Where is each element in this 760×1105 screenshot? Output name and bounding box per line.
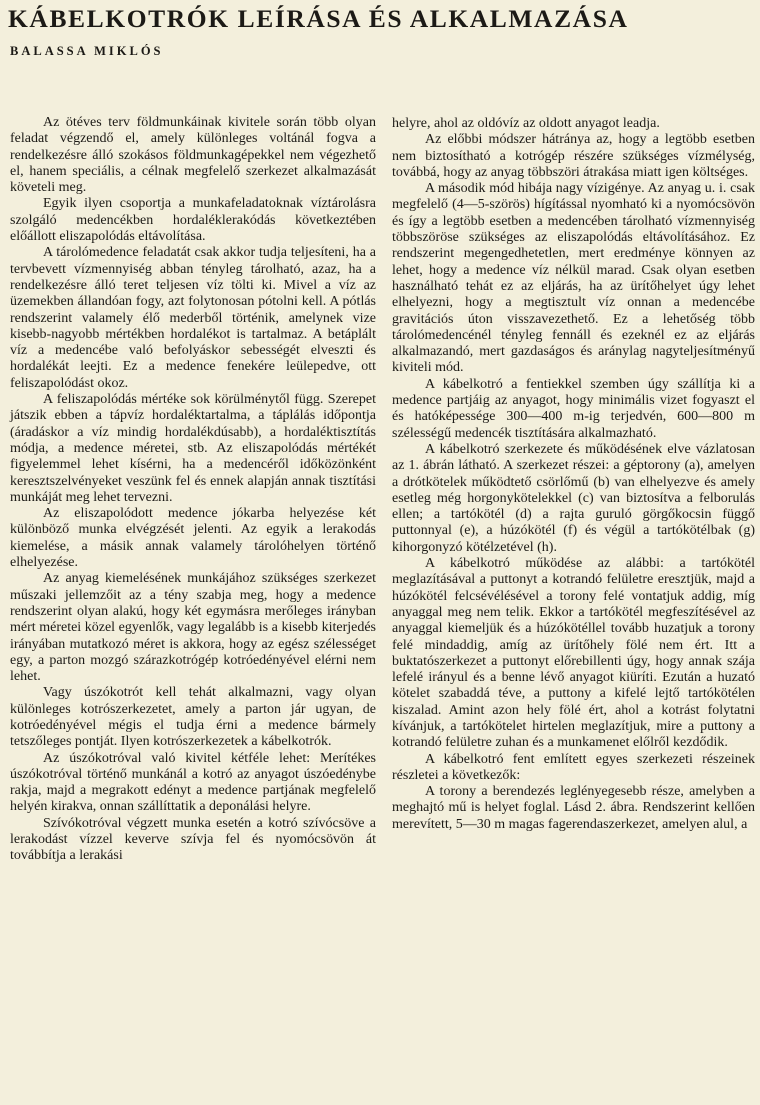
paragraph: A kábelkotró működése az alábbi: a tartókötél meglazításával a puttonyt a kotrandó felületre eresztjük, majd a húzókötél felcsévélésével a torony felé vontatjuk addig, míg anyaggal meg nem telik. Ekkor a tartókötél megfeszítésével az anyaggal kiemeljük és a húzókötéllel tovább huzatjuk a torony felé mindaddig, amíg az ürítőhely fölé nem ért. Itt a buktatószerkezet a puttonyt előrebillenti úgy, hogy annak szája lefelé irányul és a benne lévő anyagot kiüríti. Ezután a huzató kötelet szabaddá téve, a puttony a kifelé lejtő tartókötélen kiszalad. Amint azon hely fölé ért, ahol a kotrást folytatni kívánjuk, a tartókötelet hirtelen meglazítjuk, mire a puttony a kotrandó felületre zuhan és a munkamenet előlről kezdődik. bbox=[392, 556, 755, 751]
paragraph: Az ötéves terv földmunkáinak kivitele során több olyan feladat végzendő el, amely különleges voltánál fogva a rendelkezésre álló szokásos földmunkagépekkel nem végezhető el, hanem speciális, a célnak megfelelő szerkezet alkalmazását követeli meg. bbox=[10, 115, 376, 196]
paragraph: Az úszókotróval való kivitel kétféle lehet: Merítékes úszókotróval történő munkánál a kotró az anyagot úszóedénybe rakja, majd a megrakott edényt a medence partjának megfelelő helyén kirakva, onnan szállíttatik a deponálási helyre. bbox=[10, 750, 376, 815]
paragraph: A kábelkotró szerkezete és működésének elve vázlatosan az 1. ábrán látható. A szerkezet részei: a géptorony (a), amelyen a drótkötelek működtető csörlőmű (b) van elhelyezve és amely esetleg még horgonykötelekkel (c) van biztosítva a felborulás ellen; a tartókötél (d) a rajta guruló görgőkocsin függő puttonnyal (e), a húzókötél (f) és végül a tartókötélbak (g) kihorgonyzó kötélzetével (h). bbox=[392, 441, 755, 555]
paragraph: A torony a berendezés leglényegesebb része, amelyben a meghajtó mű is helyet foglal. Lásd 2. ábra. Rendszerint kellően merevített, 5—30 m magas fagerendaszerkezet, amelyen alul, a bbox=[392, 784, 755, 832]
paragraph: A kábelkotró fent említett egyes szerkezeti részeinek részletei a következők: bbox=[392, 751, 755, 783]
paragraph: Az anyag kiemelésének munkájához szükséges szerkezet műszaki jellemzőit az a tény szabja meg, hogy a medence rendszerint olyan alakú, hogy két egymásra merőleges irányban mért méretei közel egyenlők, vagy legalább is a kisebb kiterjedés irányában mutatkozó méret is akkora, hogy az egész szélességet egy, a parton mozgó szárazkotrógép kotróedényével elérni nem lehet. bbox=[10, 571, 376, 685]
paragraph: Az előbbi módszer hátránya az, hogy a legtöbb esetben nem biztosítható a kotrógép részére szükséges vízmélység, továbbá, hogy az anyag többszöri átrakása miatt igen költséges. bbox=[392, 132, 755, 180]
paragraph: A tárolómedence feladatát csak akkor tudja teljesíteni, ha a tervbevett vízmennyiség abban tényleg tárolható, azaz, ha a rendelkezésre álló teret teljesen víz tölti ki. Mivel a víz az üzemekben állandóan fogy, azt folytonosan pótolni kell. A pótlás rendszerint valamely élő mederből történik, amelynek vize kisebb-nagyobb mértékben hordalékot is tartalmaz. A betáplált víz a medencébe való befolyáskor sebességét elveszti és hordalékát leejti. Ez a medence fenekére leülepedve, ott feliszapolódást okoz. bbox=[10, 245, 376, 391]
left-column bbox=[10, 115, 376, 865]
paragraph: Az eliszapolódott medence jókarba helyezése két különböző munka elvégzését jelenti. Az egyik a lerakodás kiemelése, a másik annak valamely tárolóhelyen történő elhelyezése. bbox=[10, 506, 376, 571]
paragraph: Szívókotróval végzett munka esetén a kotró szívócsöve a lerakodást vízzel keverve szívja fel és nyomócsövön át továbbítja a lerakási bbox=[10, 815, 376, 864]
paragraph-continued: helyre, ahol az oldóvíz az oldott anyagot leadja. bbox=[392, 116, 660, 131]
article-author: BALASSA MIKLÓS bbox=[10, 44, 164, 58]
right-column bbox=[392, 116, 755, 833]
paragraph: A második mód hibája nagy vízigénye. Az anyag u. i. csak megfelelő (4—5-szörös) hígítással nyomható ki a nyomócsövön és így a legtöbb esetben a medencében tárolható vízmennyiség többszöröse szükséges az eliszapolódás eltávolításához. Ez rendszerint megengedhetetlen, mert eredménye könnyen az lehet, hogy a medence víz nélkül marad. Csak olyan esetben használható tehát ez az eljárás, ha az ürítőhelyet úgy lehet elhelyezni, hogy a megtisztult víz onnan a medencébe gravitációs úton visszavezethető. Ez a lehetőség több tárolómedencénél tényleg fennáll és ezeknél ez az eljárás alkalmazandó, mert gazdaságos és aránylag nagyteljesítményű kiviteli mód. bbox=[392, 181, 755, 376]
paragraph: A kábelkotró a fentiekkel szemben úgy szállítja ki a medence partjáig az anyagot, hogy minimális vizet fogyaszt el és hatóképessége 300—400 m-ig terjedvén, 600—800 m szélességű medencék tisztítására alkalmazható. bbox=[392, 376, 755, 441]
paragraph: A feliszapolódás mértéke sok körülménytől függ. Szerepet játszik ebben a tápvíz hordaléktartalma, a táplálás időpontja (áradáskor a víz mindig hordalékdúsabb), a hordaléktisztítás módja, a medence méretei, stb. Az eliszapolódás mértékét figyelemmel lehet kísérni, ha a medencéről időközönként keresztszelvényeket veszünk fel és ennek alapján annak tisztítási munkáját meg lehet tervezni. bbox=[10, 392, 376, 505]
article-title: KÁBELKOTRÓK LEÍRÁSA ÉS ALKALMAZÁSA bbox=[8, 4, 629, 33]
paragraph: Vagy úszókotrót kell tehát alkalmazni, vagy olyan különleges kotrószerkezetet, amely a parton jár ugyan, de kotróedényével mégis el tudja érni a medence bármely tetszőleges pontját. Ilyen kotrószerkezetek a kábelkotrók. bbox=[10, 685, 376, 750]
paragraph: Egyik ilyen csoportja a munkafeladatoknak víztárolásra szolgáló medencékben hordaléklerakódás következtében előállott eliszapolódás eltávolítása. bbox=[10, 196, 376, 245]
